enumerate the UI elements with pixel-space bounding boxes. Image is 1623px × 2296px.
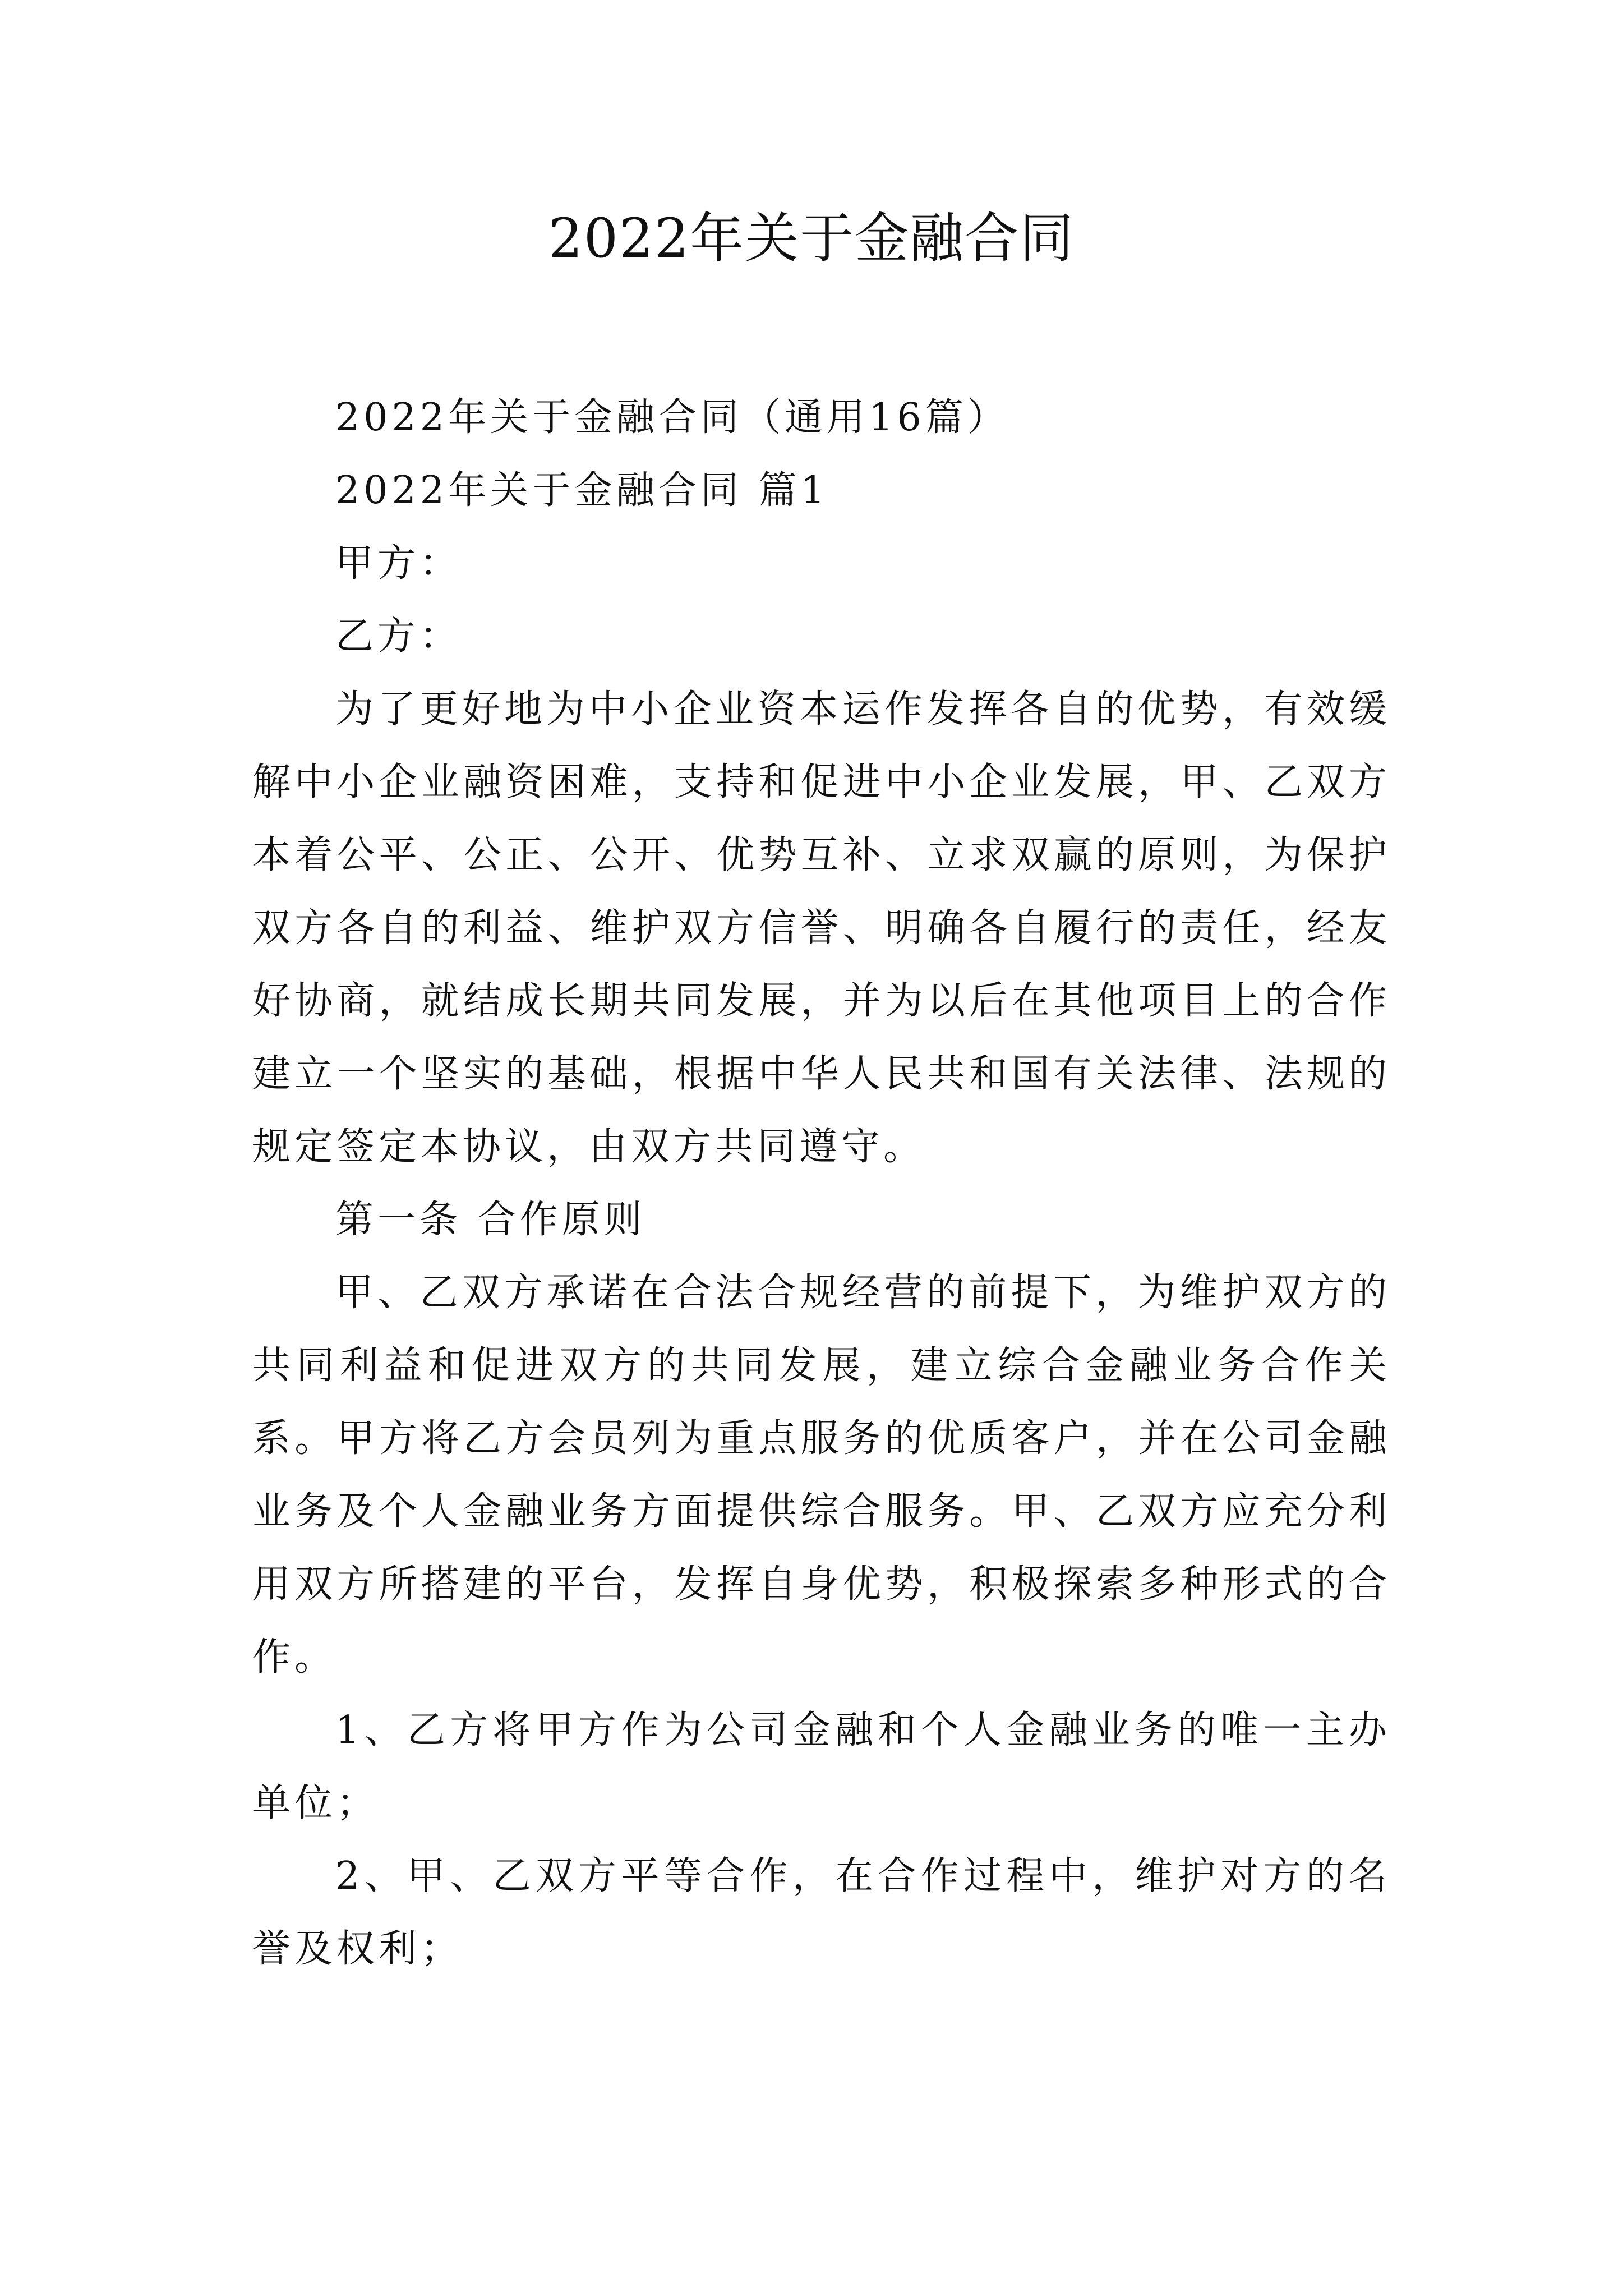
article-heading: 第一条 合作原则 <box>335 1198 646 1242</box>
article-paragraph: 甲、乙双方承诺在合法合规经营的前提下，为维护双方的共同利益和促进双方的共同发展，建立综合金融业务合作关系。甲方将乙方会员列为重点服务的优质客户，并在公司金融业务及个人金融业务方面提供综合服务。甲、乙双方应充分利用双方所搭建的平台，发挥自身优势，积极探索多种形式的合作。 <box>252 1271 1391 1680</box>
document-subtitle: 2022年关于金融合同（通用16篇） <box>335 395 1009 440</box>
clause-item: 2、甲、乙双方平等合作，在合作过程中，维护对方的名誉及权利； <box>252 1854 1391 1971</box>
section-heading: 2022年关于金融合同 篇1 <box>335 468 829 513</box>
party-b-label: 乙方： <box>335 614 462 659</box>
document-body <box>252 381 1391 1986</box>
party-a-label: 甲方： <box>335 541 462 586</box>
clause-item: 1、乙方将甲方作为公司金融和个人金融业务的唯一主办单位； <box>252 1708 1391 1825</box>
preamble-paragraph: 为了更好地为中小企业资本运作发挥各自的优势，有效缓解中小企业融资困难，支持和促进中小企业发展，甲、乙双方本着公平、公正、公开、优势互补、立求双赢的原则，为保护双方各自的利益、维护双方信誉、明确各自履行的责任，经友好协商，就结成长期共同发展，并为以后在其他项目上的合作建立一个坚实的基础，根据中华人民共和国有关法律、法规的规定签定本协议，由双方共同遵守。 <box>252 687 1391 1169</box>
document-title: 2022年关于金融合同 <box>548 207 1075 270</box>
